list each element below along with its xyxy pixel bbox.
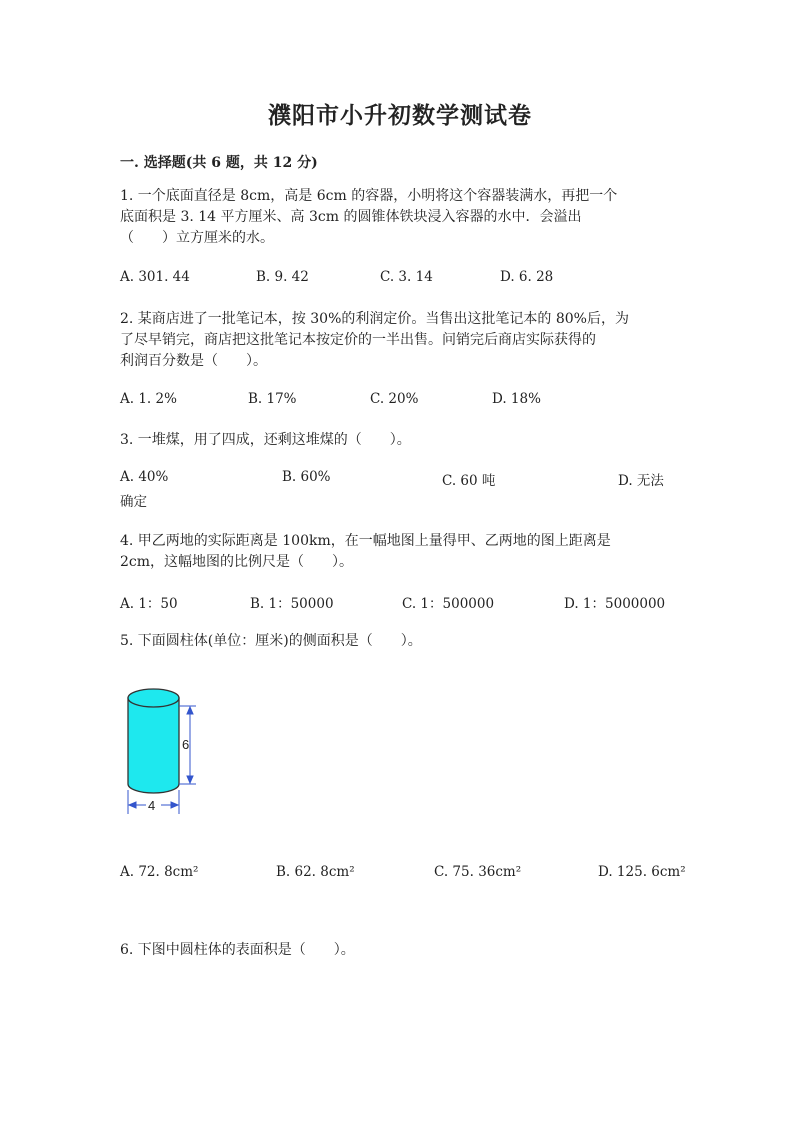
question-5 [120,631,680,652]
option-d: D. 无法 [618,473,664,489]
option-d: D. 6. 28 [500,269,554,285]
section-heading: 一. 选择题(共 6 题，共 12 分) [120,155,318,171]
option-a: A. 1：50 [120,596,178,612]
question-line: 4. 甲乙两地的实际距离是 100km，在一幅地图上量得甲、乙两地的图上距离是 [120,533,611,549]
cylinder-figure [118,680,218,829]
cylinder-icon [118,680,218,825]
question-line: 2cm，这幅地图的比例尺是（ ）。 [120,554,354,570]
option-b: B. 9. 42 [256,269,309,285]
option-a: A. 1. 2% [120,391,177,407]
option-b: B. 17% [248,391,297,407]
option-b: B. 62. 8cm² [276,864,355,880]
question-line: 5. 下面圆柱体(单位：厘米)的侧面积是（ ）。 [120,633,422,649]
option-c: C. 3. 14 [380,269,433,285]
question-4-options [120,592,680,613]
question-line: 底面积是 3. 14 平方厘米、高 3cm 的圆锥体铁块浸入容器的水中．会溢出 [120,209,582,225]
diameter-label: 4 [148,798,156,813]
question-line: 6. 下图中圆柱体的表面积是（ ）。 [120,942,355,958]
question-1-options [120,269,680,290]
page-title: 濮阳市小升初数学测试卷 [268,102,532,129]
question-line: 利润百分数是（ ）。 [120,353,267,369]
option-a: A. 301. 44 [120,269,190,285]
option-c: C. 60 吨 [442,473,496,489]
option-d: D. 125. 6cm² [598,864,686,880]
question-line: （ ）立方厘米的水。 [120,230,274,246]
question-6 [120,940,680,961]
question-2 [120,309,680,372]
option-c: C. 75. 36cm² [434,864,522,880]
question-3-options [120,469,680,490]
option-b: B. 60% [282,469,331,485]
option-a: A. 72. 8cm² [120,864,199,880]
option-c: C. 20% [370,391,419,407]
question-1 [120,186,680,249]
option-d-wrap: 确定 [120,494,147,510]
question-3 [120,430,680,451]
question-line: 了尽早销完，商店把这批笔记本按定价的一半出售。问销完后商店实际获得的 [120,332,596,348]
option-a: A. 40% [120,469,169,485]
height-label: 6 [182,737,190,752]
option-c: C. 1：500000 [402,596,495,612]
question-5-options [120,864,686,885]
option-d: D. 1：5000000 [564,596,666,612]
question-line: 2. 某商店进了一批笔记本，按 30%的利润定价。当售出这批笔记本的 80%后，为 [120,311,629,327]
question-line: 1. 一个底面直径是 8cm，高是 6cm 的容器，小明将这个容器装满水，再把一个 [120,188,618,204]
question-4 [120,531,680,573]
question-2-options [120,391,680,412]
option-b: B. 1：50000 [250,596,334,612]
option-d: D. 18% [492,391,541,407]
question-line: 3. 一堆煤，用了四成，还剩这堆煤的（ ）。 [120,432,411,448]
